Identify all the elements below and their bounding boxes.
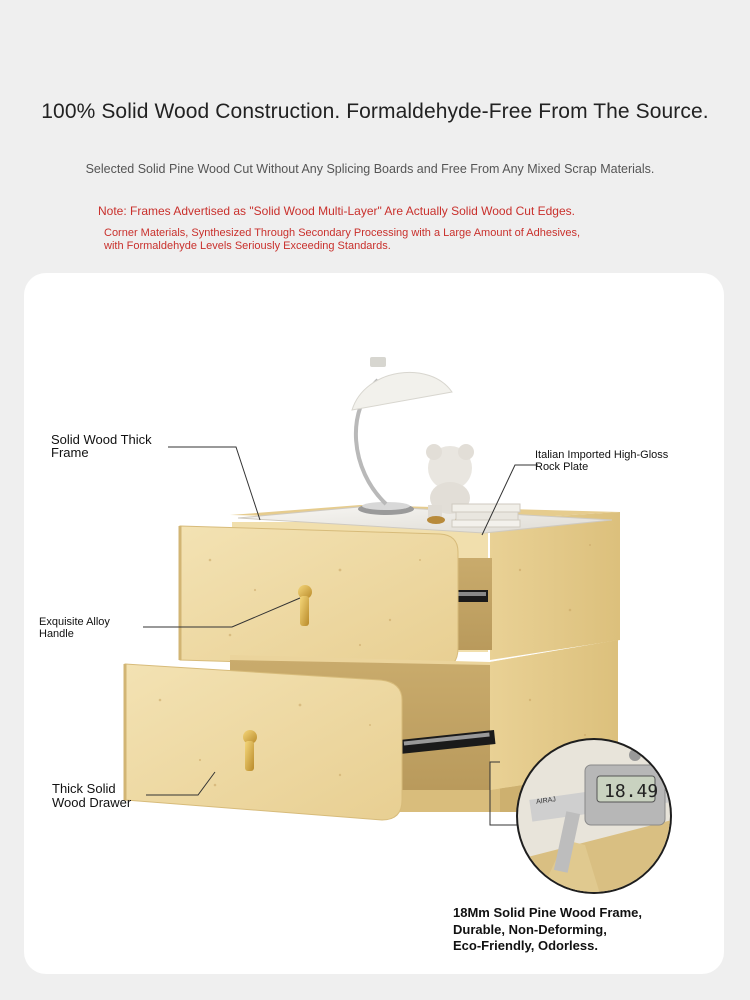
callout-line: Eco-Friendly, Odorless. [453,938,598,953]
callout-pine-frame [453,905,713,955]
caliper-detail [516,738,681,894]
callout-line: Rock Plate [535,461,589,473]
subhead: Selected Solid Pine Wood Cut Without Any Splicing Boards and Free From Any Mixed Scrap Materials. [85,162,655,176]
warning-note-line: with Formaldehyde Levels Seriously Exceeding Standards. [104,240,391,252]
books [452,504,520,527]
callout-wood-drawer [52,782,202,810]
warning-note-line: Corner Materials, Synthesized Through Secondary Processing with a Large Amount of Adhesives, [104,227,581,239]
callout-line: Handle [39,628,74,640]
callout-line: 18Mm Solid Pine Wood Frame, [453,905,643,920]
callout-line: Italian Imported High-Gloss [535,449,669,461]
warning-note: Note: Frames Advertised as "Solid Wood Multi-Layer" Are Actually Solid Wood Cut Edges. [98,204,575,218]
callout-line: Wood Drawer [52,795,132,810]
callout-line: Thick Solid [52,781,116,796]
callout-line: Solid Wood Thick [51,432,152,447]
callout-line: Durable, Non-Deforming, [453,921,607,937]
caliper-display-reading: 18.49 [604,781,659,802]
callout-line: Frame [51,445,89,460]
callout-line: Exquisite Alloy [39,616,110,628]
caliper-brand: AIRAJ [535,796,557,806]
headline: 100% Solid Wood Construction. Formaldehyde-Free From The Source. [41,100,709,123]
callout-solid-wood-frame [51,433,201,459]
upper-drawer [180,526,458,668]
callout-alloy-handle [39,616,159,640]
callout-rock-plate [535,449,695,473]
